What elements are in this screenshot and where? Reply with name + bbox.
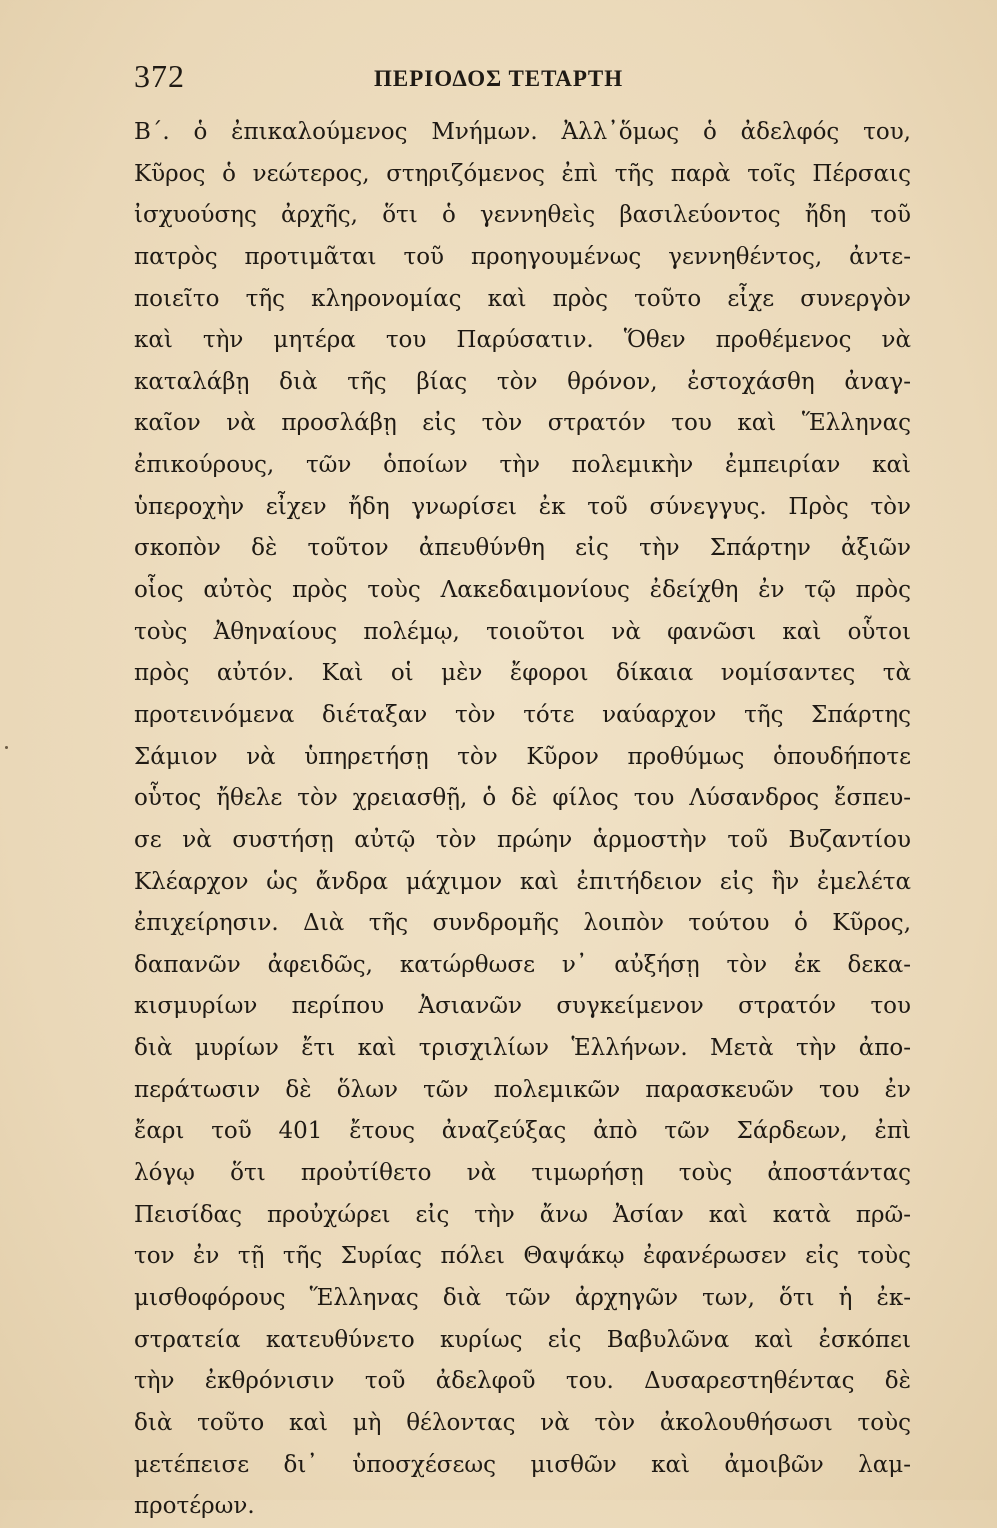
text-line: τον ἐν τῇ τῆς Συρίας πόλει Θαψάκῳ ἐφανέρωσεν εἰς τοὺς: [134, 1243, 911, 1270]
text-line: ἰσχυούσης ἀρχῆς, ὅτι ὁ γεννηθεὶς βασιλεύοντος ἤδη τοῦ: [134, 202, 911, 229]
running-head: ΠΕΡΙΟΔΟΣ ΤΕΤΑΡΤΗ: [374, 66, 624, 91]
text-line: τοὺς Ἀθηναίους πολέμῳ, τοιοῦτοι νὰ φανῶσι καὶ οὗτοι: [134, 618, 911, 645]
text-line: οἷος αὐτὸς πρὸς τοὺς Λακεδαιμονίους ἐδείχθη ἐν τῷ πρὸς: [134, 577, 911, 604]
text-line: σε νὰ συστήσῃ αὐτῷ τὸν πρώην ἁρμοστὴν τοῦ Βυζαντίου: [134, 826, 911, 853]
text-line: δαπανῶν ἀφειδῶς, κατώρθωσε ν᾿ αὐξήσῃ τὸν ἐκ δεκα-: [134, 951, 911, 978]
text-line: προτέρων.: [134, 1493, 255, 1520]
paper-speck: [5, 746, 8, 749]
page-header: [134, 58, 911, 108]
text-line: στρατεία κατευθύνετο κυρίως εἰς Βαβυλῶνα καὶ ἐσκόπει: [134, 1326, 911, 1353]
text-line: Β΄. ὁ ἐπικαλούμενος Μνήμων. Ἀλλ᾿ὅμως ὁ ἀδελφός του,: [134, 119, 911, 145]
text-line: ἐπικούρους, τῶν ὁποίων τὴν πολεμικὴν ἐμπειρίαν καὶ: [134, 452, 911, 479]
text-line: μετέπεισε δι᾿ ὑποσχέσεως μισθῶν καὶ ἀμοιβῶν λαμ-: [134, 1451, 911, 1478]
text-line: καταλάβῃ διὰ τῆς βίας τὸν θρόνον, ἐστοχάσθη ἀναγ-: [134, 368, 911, 395]
text-line: διὰ μυρίων ἔτι καὶ τρισχιλίων Ἑλλήνων. Μετὰ τὴν ἀπο-: [134, 1035, 911, 1062]
page-number: 372: [134, 58, 185, 94]
text-line: πρὸς αὐτόν. Καὶ οἱ μὲν ἔφοροι δίκαια νομίσαντες τὰ: [134, 660, 911, 687]
body-text: [134, 112, 911, 1528]
text-line: τὴν ἐκθρόνισιν τοῦ ἀδελφοῦ του. Δυσαρεστηθέντας δὲ: [134, 1368, 911, 1395]
text-line: οὗτος ἤθελε τὸν χρειασθῇ, ὁ δὲ φίλος του Λύσανδρος ἔσπευ-: [134, 785, 911, 812]
text-line: διὰ τοῦτο καὶ μὴ θέλοντας νὰ τὸν ἀκολουθήσωσι τοὺς: [134, 1409, 911, 1436]
text-line: Κλέαρχον ὡς ἄνδρα μάχιμον καὶ ἐπιτήδειον εἰς ἣν ἐμελέτα: [134, 868, 911, 895]
text-line: ἔαρι τοῦ 401 ἔτους ἀναζεύξας ἀπὸ τῶν Σάρδεων, ἐπὶ: [134, 1118, 911, 1145]
text-line: κισμυρίων περίπου Ἀσιανῶν συγκείμενον στρατόν του: [134, 993, 911, 1020]
text-line: Πεισίδας προὐχώρει εἰς τὴν ἄνω Ἀσίαν καὶ κατὰ πρῶ-: [134, 1201, 911, 1228]
text-line: μισθοφόρους Ἕλληνας διὰ τῶν ἀρχηγῶν των, ὅτι ἡ ἐκ-: [134, 1284, 911, 1311]
text-line: ἐπιχείρησιν. Διὰ τῆς συνδρομῆς λοιπὸν τούτου ὁ Κῦρος,: [134, 910, 911, 937]
text-line: προτεινόμενα διέταξαν τὸν τότε ναύαρχον τῆς Σπάρτης: [134, 701, 911, 728]
text-line: Κῦρος ὁ νεώτερος, στηριζόμενος ἐπὶ τῆς παρὰ τοῖς Πέρσαις: [134, 160, 911, 187]
text-line: ποιεῖτο τῆς κληρονομίας καὶ πρὸς τοῦτο εἶχε συνεργὸν: [134, 285, 911, 312]
text-line: πατρὸς προτιμᾶται τοῦ προηγουμένως γεννηθέντος, ἀντε-: [134, 243, 911, 270]
text-line: περάτωσιν δὲ ὅλων τῶν πολεμικῶν παρασκευῶν του ἐν: [134, 1076, 911, 1103]
text-line: Σάμιον νὰ ὑπηρετήσῃ τὸν Κῦρον προθύμως ὁπουδήποτε: [134, 743, 911, 770]
text-line: ὑπεροχὴν εἶχεν ἤδη γνωρίσει ἐκ τοῦ σύνεγγυς. Πρὸς τὸν: [134, 493, 911, 520]
text-line: καῖον νὰ προσλάβῃ εἰς τὸν στρατόν του καὶ Ἕλληνας: [134, 410, 911, 437]
text-line: λόγῳ ὅτι προὐτίθετο νὰ τιμωρήσῃ τοὺς ἀποστάντας: [134, 1160, 911, 1187]
text-line: σκοπὸν δὲ τοῦτον ἀπευθύνθη εἰς τὴν Σπάρτην ἀξιῶν: [134, 535, 911, 562]
text-line: καὶ τὴν μητέρα του Παρύσατιν. Ὅθεν προθέμενος νὰ: [134, 327, 911, 354]
